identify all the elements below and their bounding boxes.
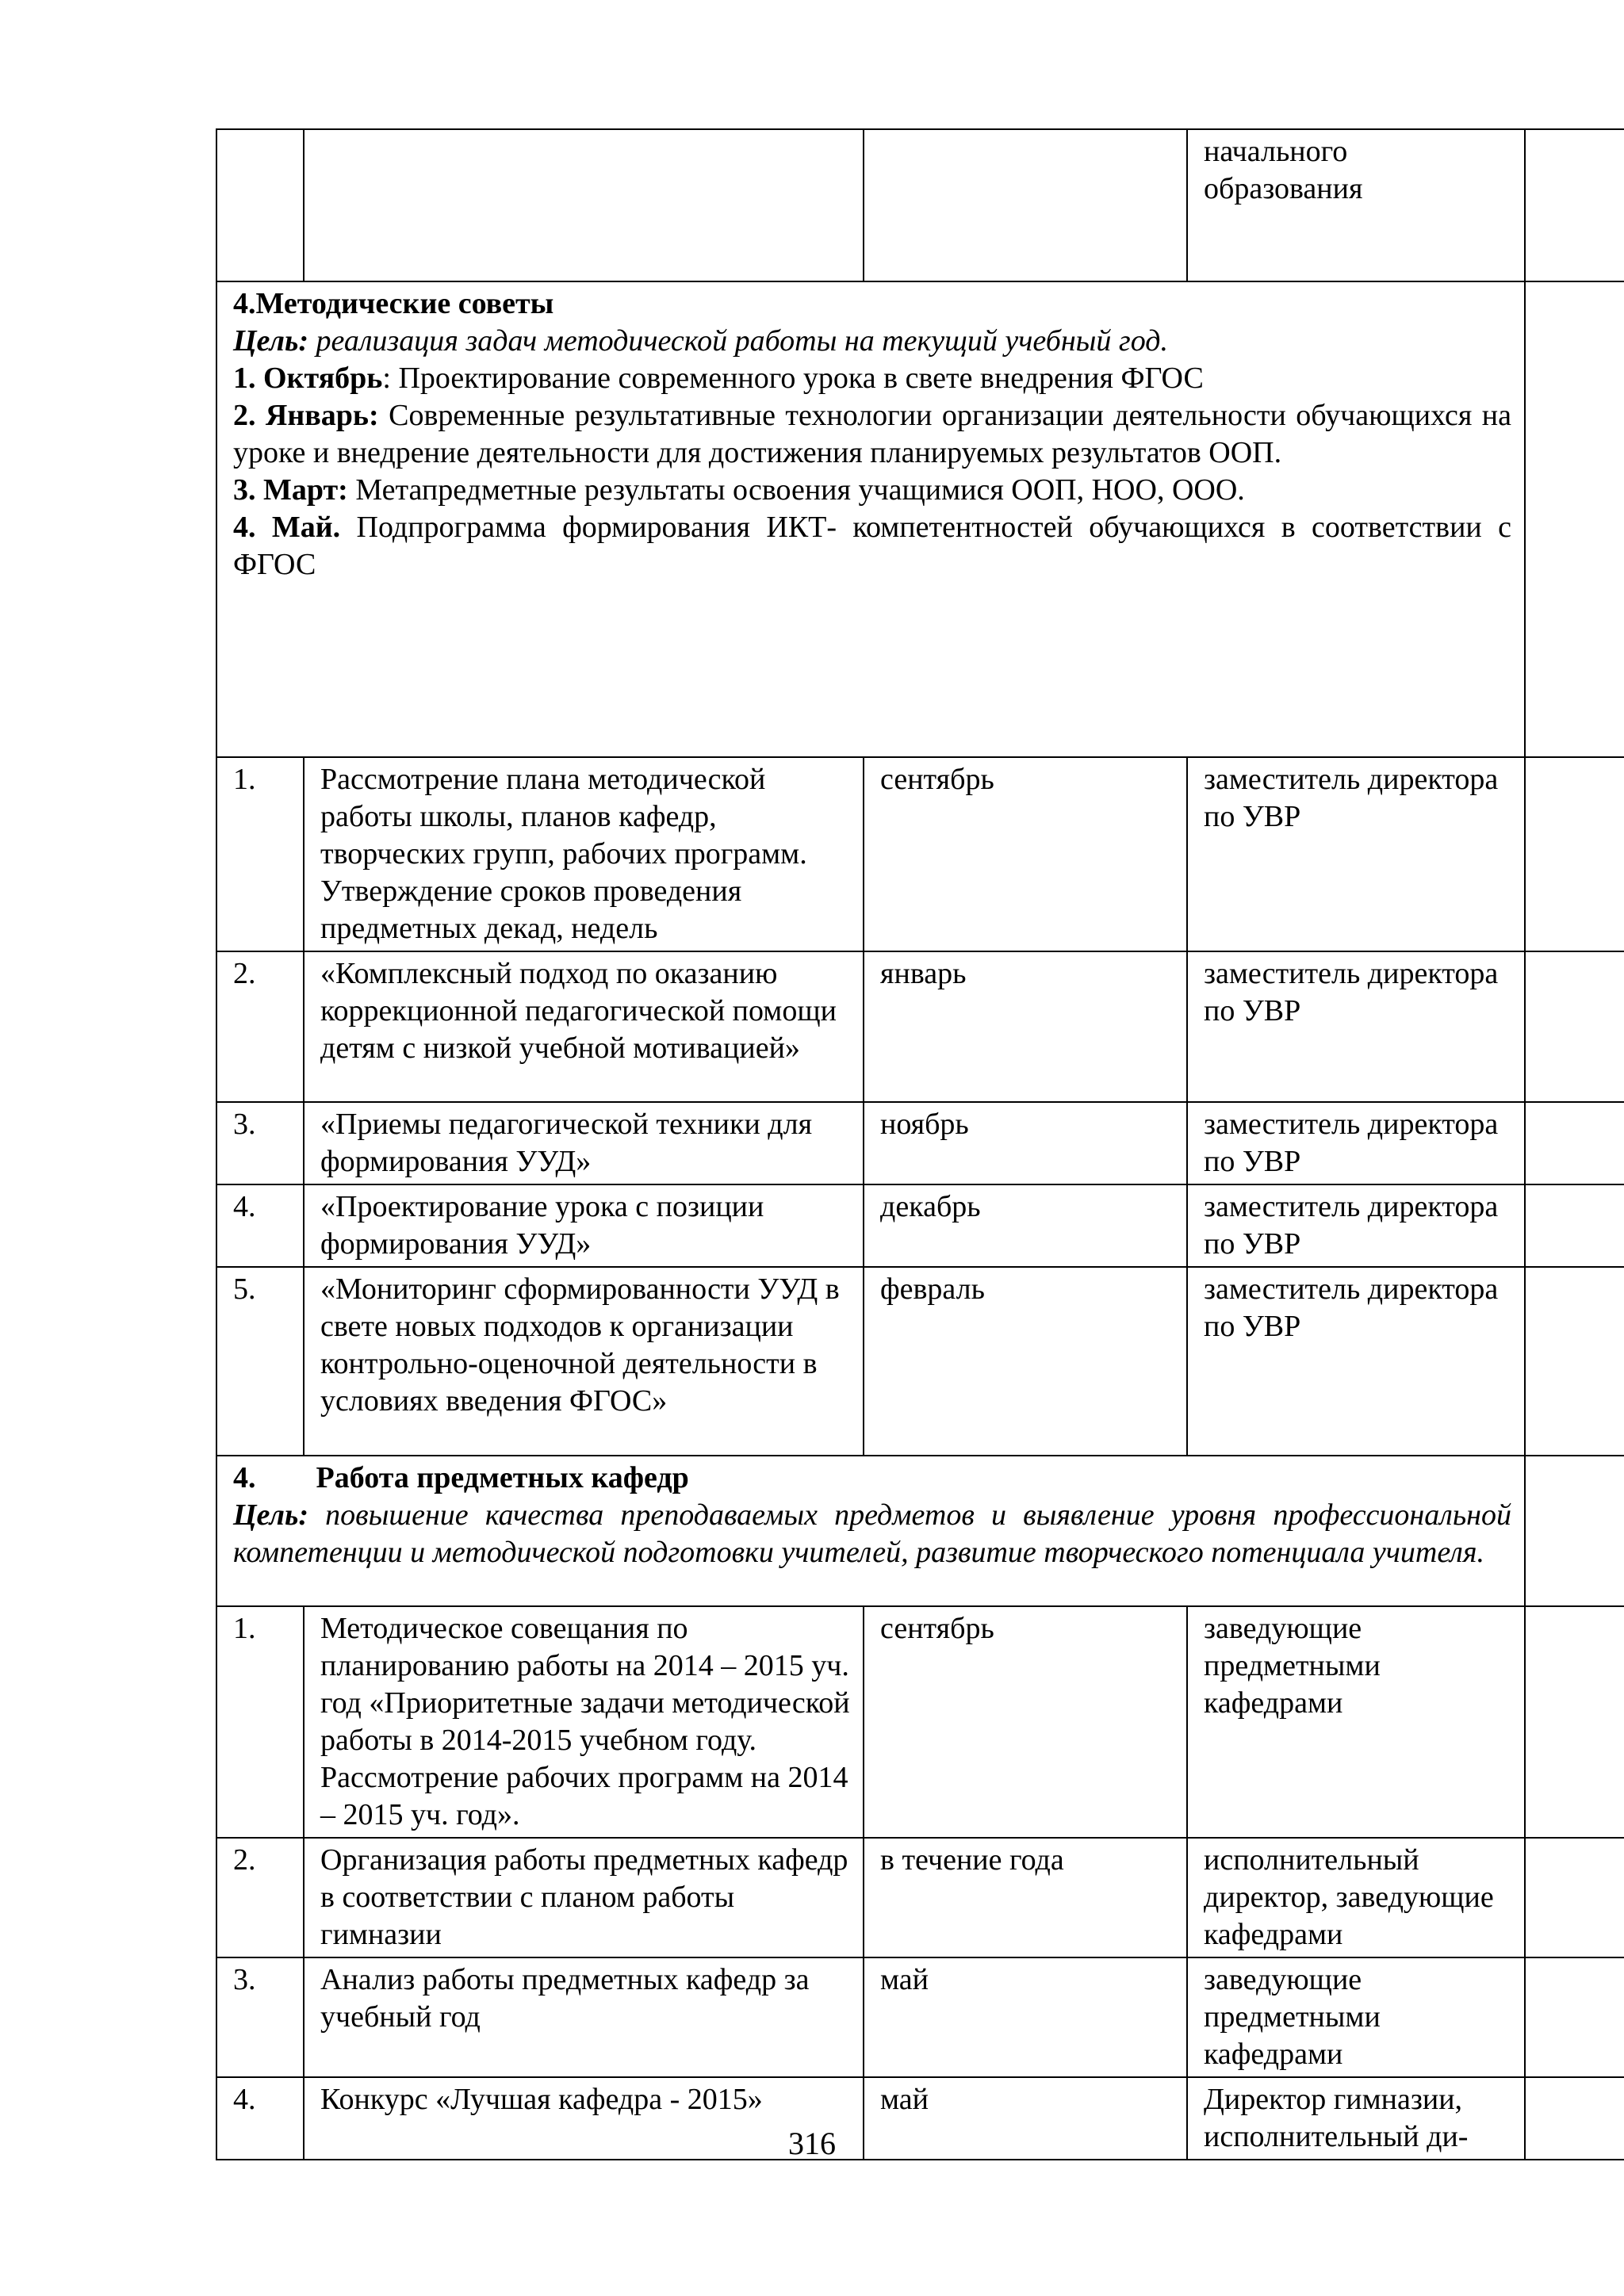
cell-responsible: заведующие предметными кафедрами xyxy=(1187,1957,1525,2077)
cell-responsible: Директор гимназии, исполнительный ди- xyxy=(1187,2077,1525,2160)
cell-when: май xyxy=(864,2077,1187,2160)
cell-when: май xyxy=(864,1957,1187,2077)
cell-num: 5. xyxy=(216,1267,304,1456)
table-row xyxy=(216,951,1624,1102)
cell-when: декабрь xyxy=(864,1184,1187,1267)
section-title: 4.Методические советы xyxy=(233,287,554,320)
cell-content: «Комплексный подход по оказанию коррекционной педагогической помощи детям с низкой учебной мотивацией» xyxy=(304,951,864,1102)
table-row xyxy=(216,757,1624,951)
council-item-text: : Проектирование современного урока в свете внедрения ФГОС xyxy=(382,362,1204,395)
cell-extra xyxy=(1525,951,1624,1102)
table-row xyxy=(216,1102,1624,1184)
section-goal xyxy=(233,1497,1511,1571)
plan-table xyxy=(216,128,1624,2160)
cell-content: «Мониторинг сформированности УУД в свете новых подходов к организации контрольно-оценочной деятельности в условиях введения ФГОС» xyxy=(304,1267,864,1456)
cell-responsible: заместитель директора по УВР xyxy=(1187,757,1525,951)
council-item xyxy=(233,472,1511,509)
cell-extra xyxy=(1525,1606,1624,1838)
cell-responsible: заведующие предметными кафедрами xyxy=(1187,1606,1525,1838)
goal-label: Цель: xyxy=(233,324,308,358)
council-item xyxy=(233,509,1511,584)
council-item xyxy=(233,397,1511,472)
cell-when: январь xyxy=(864,951,1187,1102)
council-item-label: 2. Январь: xyxy=(233,399,379,432)
goal-label: Цель: xyxy=(233,1498,308,1532)
cell-when: ноябрь xyxy=(864,1102,1187,1184)
table-row xyxy=(216,1957,1624,2077)
section-row-councils xyxy=(216,281,1624,757)
goal-text: реализация задач методической работы на текущий учебный год. xyxy=(316,324,1168,358)
cell-num: 3. xyxy=(216,1102,304,1184)
council-item xyxy=(233,360,1511,397)
council-item-text: Метапредметные результаты освоения учащимися ООП, НОО, ООО. xyxy=(347,473,1245,507)
council-item-label: 1. Октябрь xyxy=(233,362,383,395)
cell-when xyxy=(864,129,1187,281)
section-row-departments xyxy=(216,1456,1624,1606)
plan-table-frame xyxy=(216,128,1624,2160)
goal-text: повышение качества преподаваемых предметов и выявление уровня профессиональной компетенции и методической подготовки учителей, развитие творческого потенциала учителя. xyxy=(233,1498,1511,1569)
table-row-continuation xyxy=(216,129,1624,281)
cell-content: Организация работы предметных кафедр в соответствии с планом работы гимназии xyxy=(304,1838,864,1957)
section-cell-councils xyxy=(216,281,1525,757)
cell-responsible: заместитель директора по УВР xyxy=(1187,1102,1525,1184)
cell-extra xyxy=(1525,1102,1624,1184)
cell-extra xyxy=(1525,1456,1624,1606)
cell-when: сентябрь xyxy=(864,1606,1187,1838)
cell-responsible: исполнительный директор, заведующие кафедрами xyxy=(1187,1838,1525,1957)
cell-content: Конкурс «Лучшая кафедра - 2015» xyxy=(304,2077,864,2160)
cell-when: сентябрь xyxy=(864,757,1187,951)
cell-extra xyxy=(1525,281,1624,757)
table-row xyxy=(216,1838,1624,1957)
cell-responsible: заместитель директора по УВР xyxy=(1187,1267,1525,1456)
cell-extra xyxy=(1525,1957,1624,2077)
cell-when: в течение года xyxy=(864,1838,1187,1957)
table-row xyxy=(216,1267,1624,1456)
cell-num: 3. xyxy=(216,1957,304,2077)
cell-extra xyxy=(1525,1184,1624,1267)
council-item-label: 4. Май. xyxy=(233,511,341,544)
cell-responsible: заместитель директора по УВР xyxy=(1187,1184,1525,1267)
cell-num: 4. xyxy=(216,2077,304,2160)
cell-content: Рассмотрение плана методической работы школы, планов кафедр, творческих групп, рабочих программ. Утверждение сроков проведения предметных декад, недель xyxy=(304,757,864,951)
cell-num xyxy=(216,129,304,281)
cell-num: 1. xyxy=(216,757,304,951)
council-item-label: 3. Март: xyxy=(233,473,348,507)
council-item-text: Подпрограмма формирования ИКТ- компетентностей обучающихся в соответствии с ФГОС xyxy=(233,511,1512,581)
cell-num: 4. xyxy=(216,1184,304,1267)
section-title: 4. Работа предметных кафедр xyxy=(233,1461,689,1494)
cell-extra xyxy=(1525,1267,1624,1456)
cell-content: «Приемы педагогической техники для формирования УУД» xyxy=(304,1102,864,1184)
cell-num: 2. xyxy=(216,1838,304,1957)
cell-extra xyxy=(1525,757,1624,951)
cell-content: «Проектирование урока с позиции формирования УУД» xyxy=(304,1184,864,1267)
cell-content xyxy=(304,129,864,281)
cell-num: 2. xyxy=(216,951,304,1102)
cell-extra xyxy=(1525,129,1624,281)
section-cell-departments xyxy=(216,1456,1525,1606)
cell-extra xyxy=(1525,1838,1624,1957)
page-number: 316 xyxy=(788,2126,836,2161)
council-item-text: Современные результативные технологии организации деятельности обучающихся на уроке и внедрение деятельности для достижения планируемых результатов ООП. xyxy=(233,399,1511,469)
cell-num: 1. xyxy=(216,1606,304,1838)
table-row xyxy=(216,1184,1624,1267)
cell-when: февраль xyxy=(864,1267,1187,1456)
cell-content: Методическое совещания по планированию работы на 2014 – 2015 уч. год «Приоритетные задачи методической работы в 2014-2015 учебном году. Рассмотрение рабочих программ на 2014 – 2015 уч. год». xyxy=(304,1606,864,1838)
cell-responsible: заместитель директора по УВР xyxy=(1187,951,1525,1102)
section-goal xyxy=(233,323,1511,360)
cell-responsible: начального образования xyxy=(1187,129,1525,281)
table-row xyxy=(216,1606,1624,1838)
cell-content: Анализ работы предметных кафедр за учебный год xyxy=(304,1957,864,2077)
